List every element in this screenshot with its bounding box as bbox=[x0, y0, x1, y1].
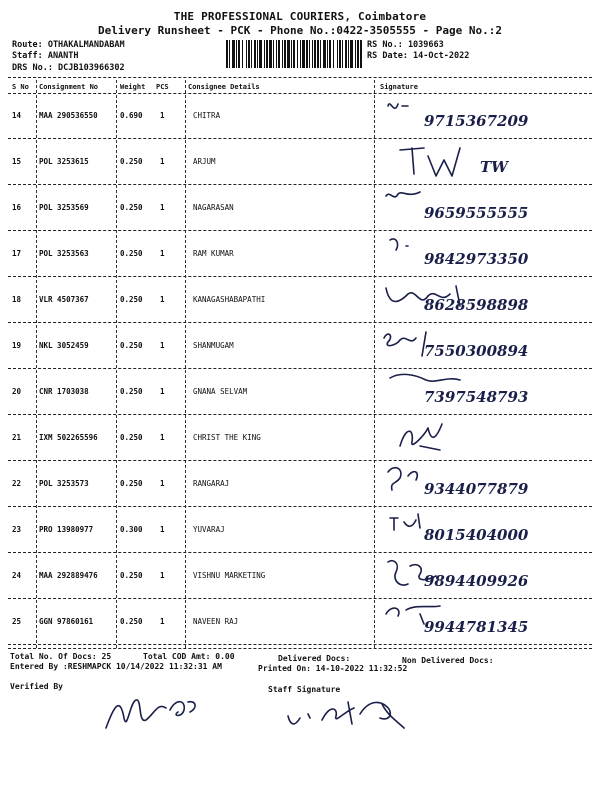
weight-cell: 0.690 bbox=[120, 111, 143, 120]
staff-label: Staff: ANANTH bbox=[12, 51, 79, 61]
recipient-phone-text: 9842973350 bbox=[424, 250, 529, 268]
consignment-cell: POL 3253569 bbox=[39, 203, 89, 212]
consignee-cell: RAM KUMAR bbox=[193, 249, 234, 258]
consignment-cell: MAA 292889476 bbox=[39, 571, 98, 580]
recipient-signature-icon bbox=[380, 324, 598, 368]
recipient-phone-text: 8015404000 bbox=[424, 526, 529, 544]
consignment-cell: MAA 290536550 bbox=[39, 111, 98, 120]
row-divider bbox=[8, 230, 592, 231]
weight-cell: 0.250 bbox=[120, 479, 143, 488]
consignment-cell: VLR 4507367 bbox=[39, 295, 89, 304]
weight-cell: 0.250 bbox=[120, 249, 143, 258]
row-divider bbox=[8, 414, 592, 415]
table-row bbox=[8, 416, 592, 460]
verified-by-label: Verified By bbox=[10, 682, 63, 691]
recipient-phone-text: 9944781345 bbox=[424, 618, 529, 636]
pcs-cell: 1 bbox=[160, 157, 165, 166]
consignment-cell: POL 3253573 bbox=[39, 479, 89, 488]
recipient-phone-text: TW bbox=[480, 158, 509, 176]
pcs-cell: 1 bbox=[160, 295, 165, 304]
pcs-cell: 1 bbox=[160, 571, 165, 580]
weight-cell: 0.250 bbox=[120, 433, 143, 442]
table-row bbox=[8, 140, 592, 184]
recipient-signature-icon bbox=[380, 140, 598, 184]
header-rule-top bbox=[8, 77, 592, 78]
sno-cell: 15 bbox=[12, 157, 22, 166]
recipient-signature-icon bbox=[380, 508, 598, 552]
consignment-cell: PRO 13980977 bbox=[39, 525, 94, 534]
recipient-phone-text: 8628598898 bbox=[424, 296, 529, 314]
total-docs: Total No. Of Docs: 25 bbox=[10, 652, 112, 661]
row-divider bbox=[8, 644, 592, 645]
sno-cell: 17 bbox=[12, 249, 22, 258]
weight-cell: 0.250 bbox=[120, 617, 143, 626]
consignment-cell: POL 3253615 bbox=[39, 157, 89, 166]
recipient-signature-icon bbox=[380, 462, 598, 506]
sno-cell: 20 bbox=[12, 387, 22, 396]
verified-signature-icon bbox=[100, 688, 210, 738]
row-divider bbox=[8, 552, 592, 553]
recipient-signature-icon bbox=[380, 186, 598, 230]
row-divider bbox=[8, 460, 592, 461]
recipient-signature-icon bbox=[380, 94, 598, 138]
pcs-cell: 1 bbox=[160, 479, 165, 488]
table-row bbox=[8, 462, 592, 506]
row-divider bbox=[8, 598, 592, 599]
sno-cell: 23 bbox=[12, 525, 22, 534]
rs-no-label: RS No.: 1039663 bbox=[367, 40, 444, 50]
consignee-cell: CHITRA bbox=[193, 111, 221, 120]
footer-rule bbox=[8, 648, 592, 649]
table-row bbox=[8, 554, 592, 598]
col-pcs: PCS bbox=[156, 83, 169, 91]
table-row bbox=[8, 186, 592, 230]
recipient-signature-icon bbox=[380, 370, 598, 414]
weight-cell: 0.300 bbox=[120, 525, 143, 534]
col-consignment: Consignment No bbox=[39, 83, 99, 91]
route-label: Route: OTHAKALMANDABAM bbox=[12, 40, 125, 50]
consignment-cell: POL 3253563 bbox=[39, 249, 89, 258]
table-row bbox=[8, 324, 592, 368]
pcs-cell: 1 bbox=[160, 433, 165, 442]
weight-cell: 0.250 bbox=[120, 387, 143, 396]
weight-cell: 0.250 bbox=[120, 341, 143, 350]
col-signature: Signature bbox=[380, 83, 418, 91]
consignment-cell: CNR 1703038 bbox=[39, 387, 89, 396]
recipient-signature-icon bbox=[380, 554, 598, 598]
row-divider bbox=[8, 322, 592, 323]
col-weight: Weight bbox=[120, 83, 146, 91]
recipient-phone-text: 9715367209 bbox=[424, 112, 529, 130]
row-divider bbox=[8, 276, 592, 277]
pcs-cell: 1 bbox=[160, 525, 165, 534]
sno-cell: 16 bbox=[12, 203, 22, 212]
rs-date-label: RS Date: 14-Oct-2022 bbox=[367, 51, 470, 61]
table-row bbox=[8, 600, 592, 644]
consignment-cell: NKL 3052459 bbox=[39, 341, 89, 350]
barcode-icon bbox=[226, 40, 362, 68]
consignment-cell: GGN 97860161 bbox=[39, 617, 94, 626]
non-delivered-docs: Non Delivered Docs: bbox=[402, 656, 494, 665]
consignee-cell: NAGARASAN bbox=[193, 203, 234, 212]
row-divider bbox=[8, 138, 592, 139]
printed-on: Printed On: 14-10-2022 11:32:52 bbox=[258, 664, 408, 673]
col-sno: S No bbox=[12, 83, 29, 91]
drs-label: DRS No.: DCJB103966302 bbox=[12, 63, 125, 73]
weight-cell: 0.250 bbox=[120, 203, 143, 212]
consignee-cell: SHANMUGAM bbox=[193, 341, 234, 350]
consignee-cell: RANGARAJ bbox=[193, 479, 230, 488]
table-row bbox=[8, 232, 592, 276]
table-row bbox=[8, 94, 592, 138]
consignee-cell: KANAGASHABAPATHI bbox=[193, 295, 266, 304]
recipient-phone-text: 7397548793 bbox=[424, 388, 529, 406]
recipient-signature-icon bbox=[380, 232, 598, 276]
sno-cell: 14 bbox=[12, 111, 22, 120]
staff-signature-label: Staff Signature bbox=[268, 685, 341, 694]
sno-cell: 21 bbox=[12, 433, 22, 442]
weight-cell: 0.250 bbox=[120, 571, 143, 580]
consignee-cell: GNANA SELVAM bbox=[193, 387, 248, 396]
table-row bbox=[8, 508, 592, 552]
runsheet-subtitle: Delivery Runsheet - PCK - Phone No.:0422-3505555 - Page No.:2 bbox=[98, 24, 502, 37]
staff-signature-icon bbox=[282, 694, 412, 734]
sno-cell: 18 bbox=[12, 295, 22, 304]
table-row bbox=[8, 278, 592, 322]
table-row bbox=[8, 370, 592, 414]
pcs-cell: 1 bbox=[160, 111, 165, 120]
recipient-signature-icon bbox=[380, 416, 598, 460]
consignment-cell: IXM 502265596 bbox=[39, 433, 98, 442]
weight-cell: 0.250 bbox=[120, 295, 143, 304]
delivered-docs: Delivered Docs: bbox=[278, 654, 351, 663]
recipient-phone-text: 9894409926 bbox=[424, 572, 529, 590]
recipient-signature-icon bbox=[380, 600, 598, 644]
sno-cell: 22 bbox=[12, 479, 22, 488]
pcs-cell: 1 bbox=[160, 203, 165, 212]
recipient-phone-text: 7550300894 bbox=[424, 342, 529, 360]
consignee-cell: NAVEEN RAJ bbox=[193, 617, 239, 626]
consignee-cell: VISHNU MARKETING bbox=[193, 571, 266, 580]
sno-cell: 25 bbox=[12, 617, 22, 626]
sno-cell: 24 bbox=[12, 571, 22, 580]
recipient-phone-text: 9659555555 bbox=[424, 204, 529, 222]
total-cod: Total COD Amt: 0.00 bbox=[143, 652, 235, 661]
consignee-cell: CHRIST THE KING bbox=[193, 433, 261, 442]
consignee-cell: ARJUM bbox=[193, 157, 216, 166]
recipient-phone-text: 9344077879 bbox=[424, 480, 529, 498]
row-divider bbox=[8, 184, 592, 185]
pcs-cell: 1 bbox=[160, 387, 165, 396]
recipient-signature-icon bbox=[380, 278, 598, 322]
row-divider bbox=[8, 506, 592, 507]
entered-by: Entered By :RESHMAPCK 10/14/2022 11:32:31 AM bbox=[10, 662, 222, 671]
weight-cell: 0.250 bbox=[120, 157, 143, 166]
sno-cell: 19 bbox=[12, 341, 22, 350]
pcs-cell: 1 bbox=[160, 617, 165, 626]
consignee-cell: YUVARAJ bbox=[193, 525, 225, 534]
page-title: THE PROFESSIONAL COURIERS, Coimbatore bbox=[173, 10, 427, 23]
row-divider bbox=[8, 368, 592, 369]
col-consignee: Consignee Details bbox=[188, 83, 260, 91]
pcs-cell: 1 bbox=[160, 249, 165, 258]
pcs-cell: 1 bbox=[160, 341, 165, 350]
